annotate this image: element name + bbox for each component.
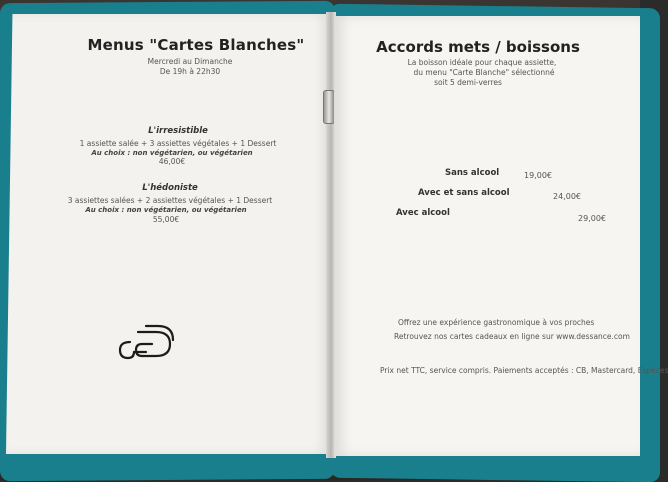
menu-choice: Au choix : non végétarien, ou végétarien xyxy=(85,206,247,214)
menu-price: 55,00€ xyxy=(152,215,180,224)
pairing-intro: soit 5 demi-verres xyxy=(434,78,502,87)
pairing-intro: La boisson idéale pour chaque assiette, xyxy=(407,58,557,67)
left-page xyxy=(6,14,328,454)
menu-description: 1 assiette salée + 3 assiettes végétales + 1 Dessert xyxy=(79,139,277,148)
menu-days: Mercredi au Dimanche xyxy=(147,57,233,66)
pairing-label: Avec et sans alcool xyxy=(418,188,510,198)
pairing-label: Sans alcool xyxy=(445,168,500,178)
pairing-price: 19,00€ xyxy=(524,171,552,180)
menu-choice: Au choix : non végétarien, ou végétarien xyxy=(91,149,253,157)
menu-hours: De 19h à 22h30 xyxy=(159,67,221,76)
dessance-logo-icon xyxy=(116,322,174,364)
right-page-title: Accords mets / boissons xyxy=(376,38,580,56)
gift-card-promo: Offrez une expérience gastronomique à vos proches xyxy=(398,318,595,327)
menu-name: L'irresistible xyxy=(148,126,208,136)
pairing-intro: du menu "Carte Blanche" sélectionné xyxy=(413,68,555,77)
pairing-label: Avec alcool xyxy=(396,208,450,218)
menu-name: L'hédoniste xyxy=(142,183,198,193)
pairing-price: 24,00€ xyxy=(553,192,581,201)
menu-description: 3 assiettes salées + 2 assiettes végétales + 1 Dessert xyxy=(67,196,273,205)
pairing-price: 29,00€ xyxy=(578,214,606,223)
menu-price: 46,00€ xyxy=(158,157,186,166)
left-page-title: Menus "Cartes Blanches" xyxy=(87,36,305,54)
gift-card-website: Retrouvez nos cartes cadeaux en ligne sur www.dessance.com xyxy=(394,332,630,341)
legal-notice: Prix net TTC, service compris. Paiements acceptés : CB, Mastercard, Espèces xyxy=(380,366,668,375)
